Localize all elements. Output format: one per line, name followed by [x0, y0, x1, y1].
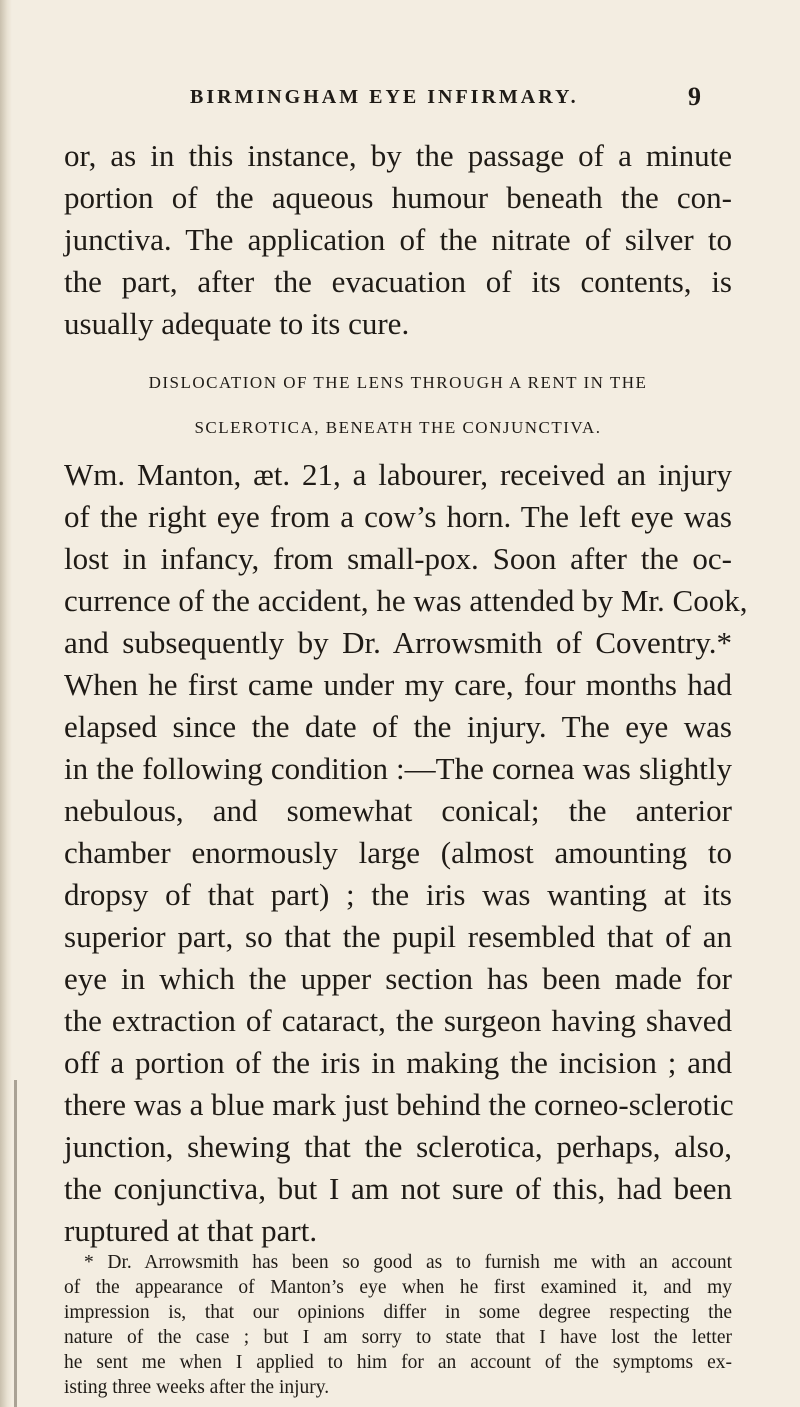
page-header	[0, 82, 800, 116]
text-line: currence of the accident, he was attended by Mr. Cook,	[64, 583, 748, 618]
text-line: When he first came under my care, four months had	[64, 667, 732, 702]
text-line: or, as in this instance, by the passage of a minute	[64, 138, 732, 173]
text-line: in the following condition :—The cornea was slightly	[64, 751, 732, 786]
text-line: nebulous, and somewhat conical; the anterior	[64, 793, 732, 828]
text-line: junction, shewing that the sclerotica, perhaps, also,	[64, 1129, 732, 1164]
footnote-line: * Dr. Arrowsmith has been so good as to furnish me with an account	[84, 1252, 732, 1273]
text-line: the conjunctiva, but I am not sure of this, had been	[64, 1171, 732, 1206]
text-line: junctiva. The application of the nitrate of silver to	[64, 222, 732, 257]
text-line: off a portion of the iris in making the incision ; and	[64, 1045, 732, 1080]
text-line: portion of the aqueous humour beneath the con-	[64, 180, 732, 215]
text-line: elapsed since the date of the injury. The eye was	[64, 709, 732, 744]
page-edge-line	[14, 1080, 17, 1407]
footnote-line: of the appearance of Manton’s eye when he first examined it, and my	[64, 1277, 732, 1298]
text-line: the part, after the evacuation of its contents, is	[64, 264, 732, 299]
footnote-line: isting three weeks after the injury.	[64, 1377, 330, 1398]
footnote-line: nature of the case ; but I am sorry to state that I have lost the letter	[64, 1327, 732, 1348]
text-line: usually adequate to its cure.	[64, 306, 410, 341]
running-head: BIRMINGHAM EYE INFIRMARY.	[190, 86, 579, 108]
section-heading-line: SCLEROTICA, BENEATH THE CONJUNCTIVA.	[194, 418, 602, 437]
text-line: dropsy of that part) ; the iris was wanting at its	[64, 877, 732, 912]
section-heading-line: DISLOCATION OF THE LENS THROUGH A RENT IN THE	[148, 373, 648, 392]
text-line: there was a blue mark just behind the corneo-sclerotic	[64, 1087, 734, 1122]
footnote-line: impression is, that our opinions differ in some degree respecting the	[64, 1302, 732, 1323]
text-line: the extraction of cataract, the surgeon having shaved	[64, 1003, 732, 1038]
page-number: 9	[688, 82, 701, 111]
footnote-line: he sent me when I applied to him for an account of the symptoms ex-	[64, 1352, 732, 1373]
text-line: eye in which the upper section has been made for	[64, 961, 732, 996]
text-line: of the right eye from a cow’s horn. The left eye was	[64, 499, 732, 534]
text-line: lost in infancy, from small-pox. Soon after the oc-	[64, 541, 732, 576]
text-line: ruptured at that part.	[64, 1213, 318, 1248]
text-line: superior part, so that the pupil resembled that of an	[64, 919, 732, 954]
text-line: Wm. Manton, æt. 21, a labourer, received an injury	[64, 457, 732, 492]
page-edge-shadow	[0, 0, 12, 1407]
text-line: and subsequently by Dr. Arrowsmith of Coventry.*	[64, 625, 732, 660]
text-line: chamber enormously large (almost amounting to	[64, 835, 732, 870]
